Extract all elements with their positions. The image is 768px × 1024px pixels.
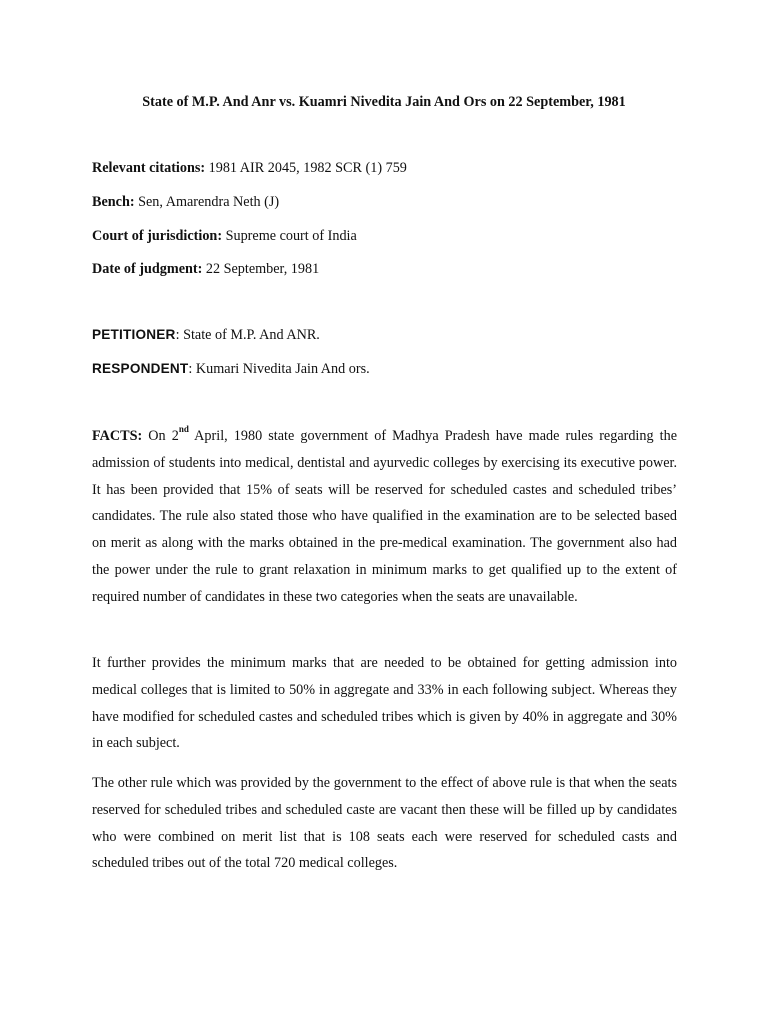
petitioner-label: PETITIONER: [92, 327, 176, 342]
judgment-date-label: Date of judgment:: [92, 261, 203, 277]
bench-label: Bench:: [92, 194, 135, 210]
facts-paragraph: [92, 423, 677, 611]
minimum-marks-paragraph: It further provides the minimum marks that are needed to be obtained for getting admission into medical colleges that is limited to 50% in aggregate and 33% in each following subject. Whereas they have modified for scheduled castes and scheduled tribes which is given by 40% in aggregate and 30% in each subject.: [92, 655, 677, 752]
facts-text: April, 1980 state government of Madhya Pradesh have made rules regarding the admission of students into medical, dentistal and ayurvedic colleges by exercising its executive power. It has been provided that 15% of seats will be reserved for scheduled castes and scheduled tribes’ candidates. The rule also stated those who have qualified in the examination are to be selected based on merit as along with the marks obtained in the pre-medical examination. The government also had the power under the rule to grant relaxation in minimum marks to get qualified up to the extent of required number of candidates in these two categories when the seats are unavailable.: [92, 428, 677, 605]
court-label: Court of jurisdiction:: [92, 228, 223, 244]
vacant-seats-paragraph: The other rule which was provided by the government to the effect of above rule is that when the seats reserved for scheduled tribes and scheduled caste are vacant then these will be filled up by candidates who were combined on merit list that is 108 seats each were reserved for scheduled casts and scheduled tribes out of the total 720 medical colleges.: [92, 775, 677, 872]
judgment-date-value: 22 September, 1981: [202, 261, 320, 277]
facts-intro: On 2: [142, 428, 179, 444]
facts-superscript: nd: [178, 424, 189, 435]
respondent-line: [92, 361, 370, 378]
petitioner-value: : State of M.P. And ANR.: [175, 327, 320, 343]
citations-value: 1981 AIR 2045, 1982 SCR (1) 759: [205, 160, 407, 176]
citations-line: [92, 160, 407, 177]
document-title: State of M.P. And Anr vs. Kuamri Nivedita Jain And Ors on 22 September, 1981: [142, 94, 626, 110]
citations-label: Relevant citations:: [92, 160, 206, 176]
facts-label: FACTS:: [92, 428, 143, 444]
petitioner-line: [92, 327, 320, 344]
bench-line: [92, 194, 279, 211]
court-line: [92, 228, 357, 245]
judgment-date-line: [92, 261, 319, 278]
respondent-value: : Kumari Nivedita Jain And ors.: [188, 361, 370, 377]
bench-value: Sen, Amarendra Neth (J): [134, 194, 280, 210]
court-value: Supreme court of India: [222, 228, 357, 244]
respondent-label: RESPONDENT: [92, 361, 189, 376]
